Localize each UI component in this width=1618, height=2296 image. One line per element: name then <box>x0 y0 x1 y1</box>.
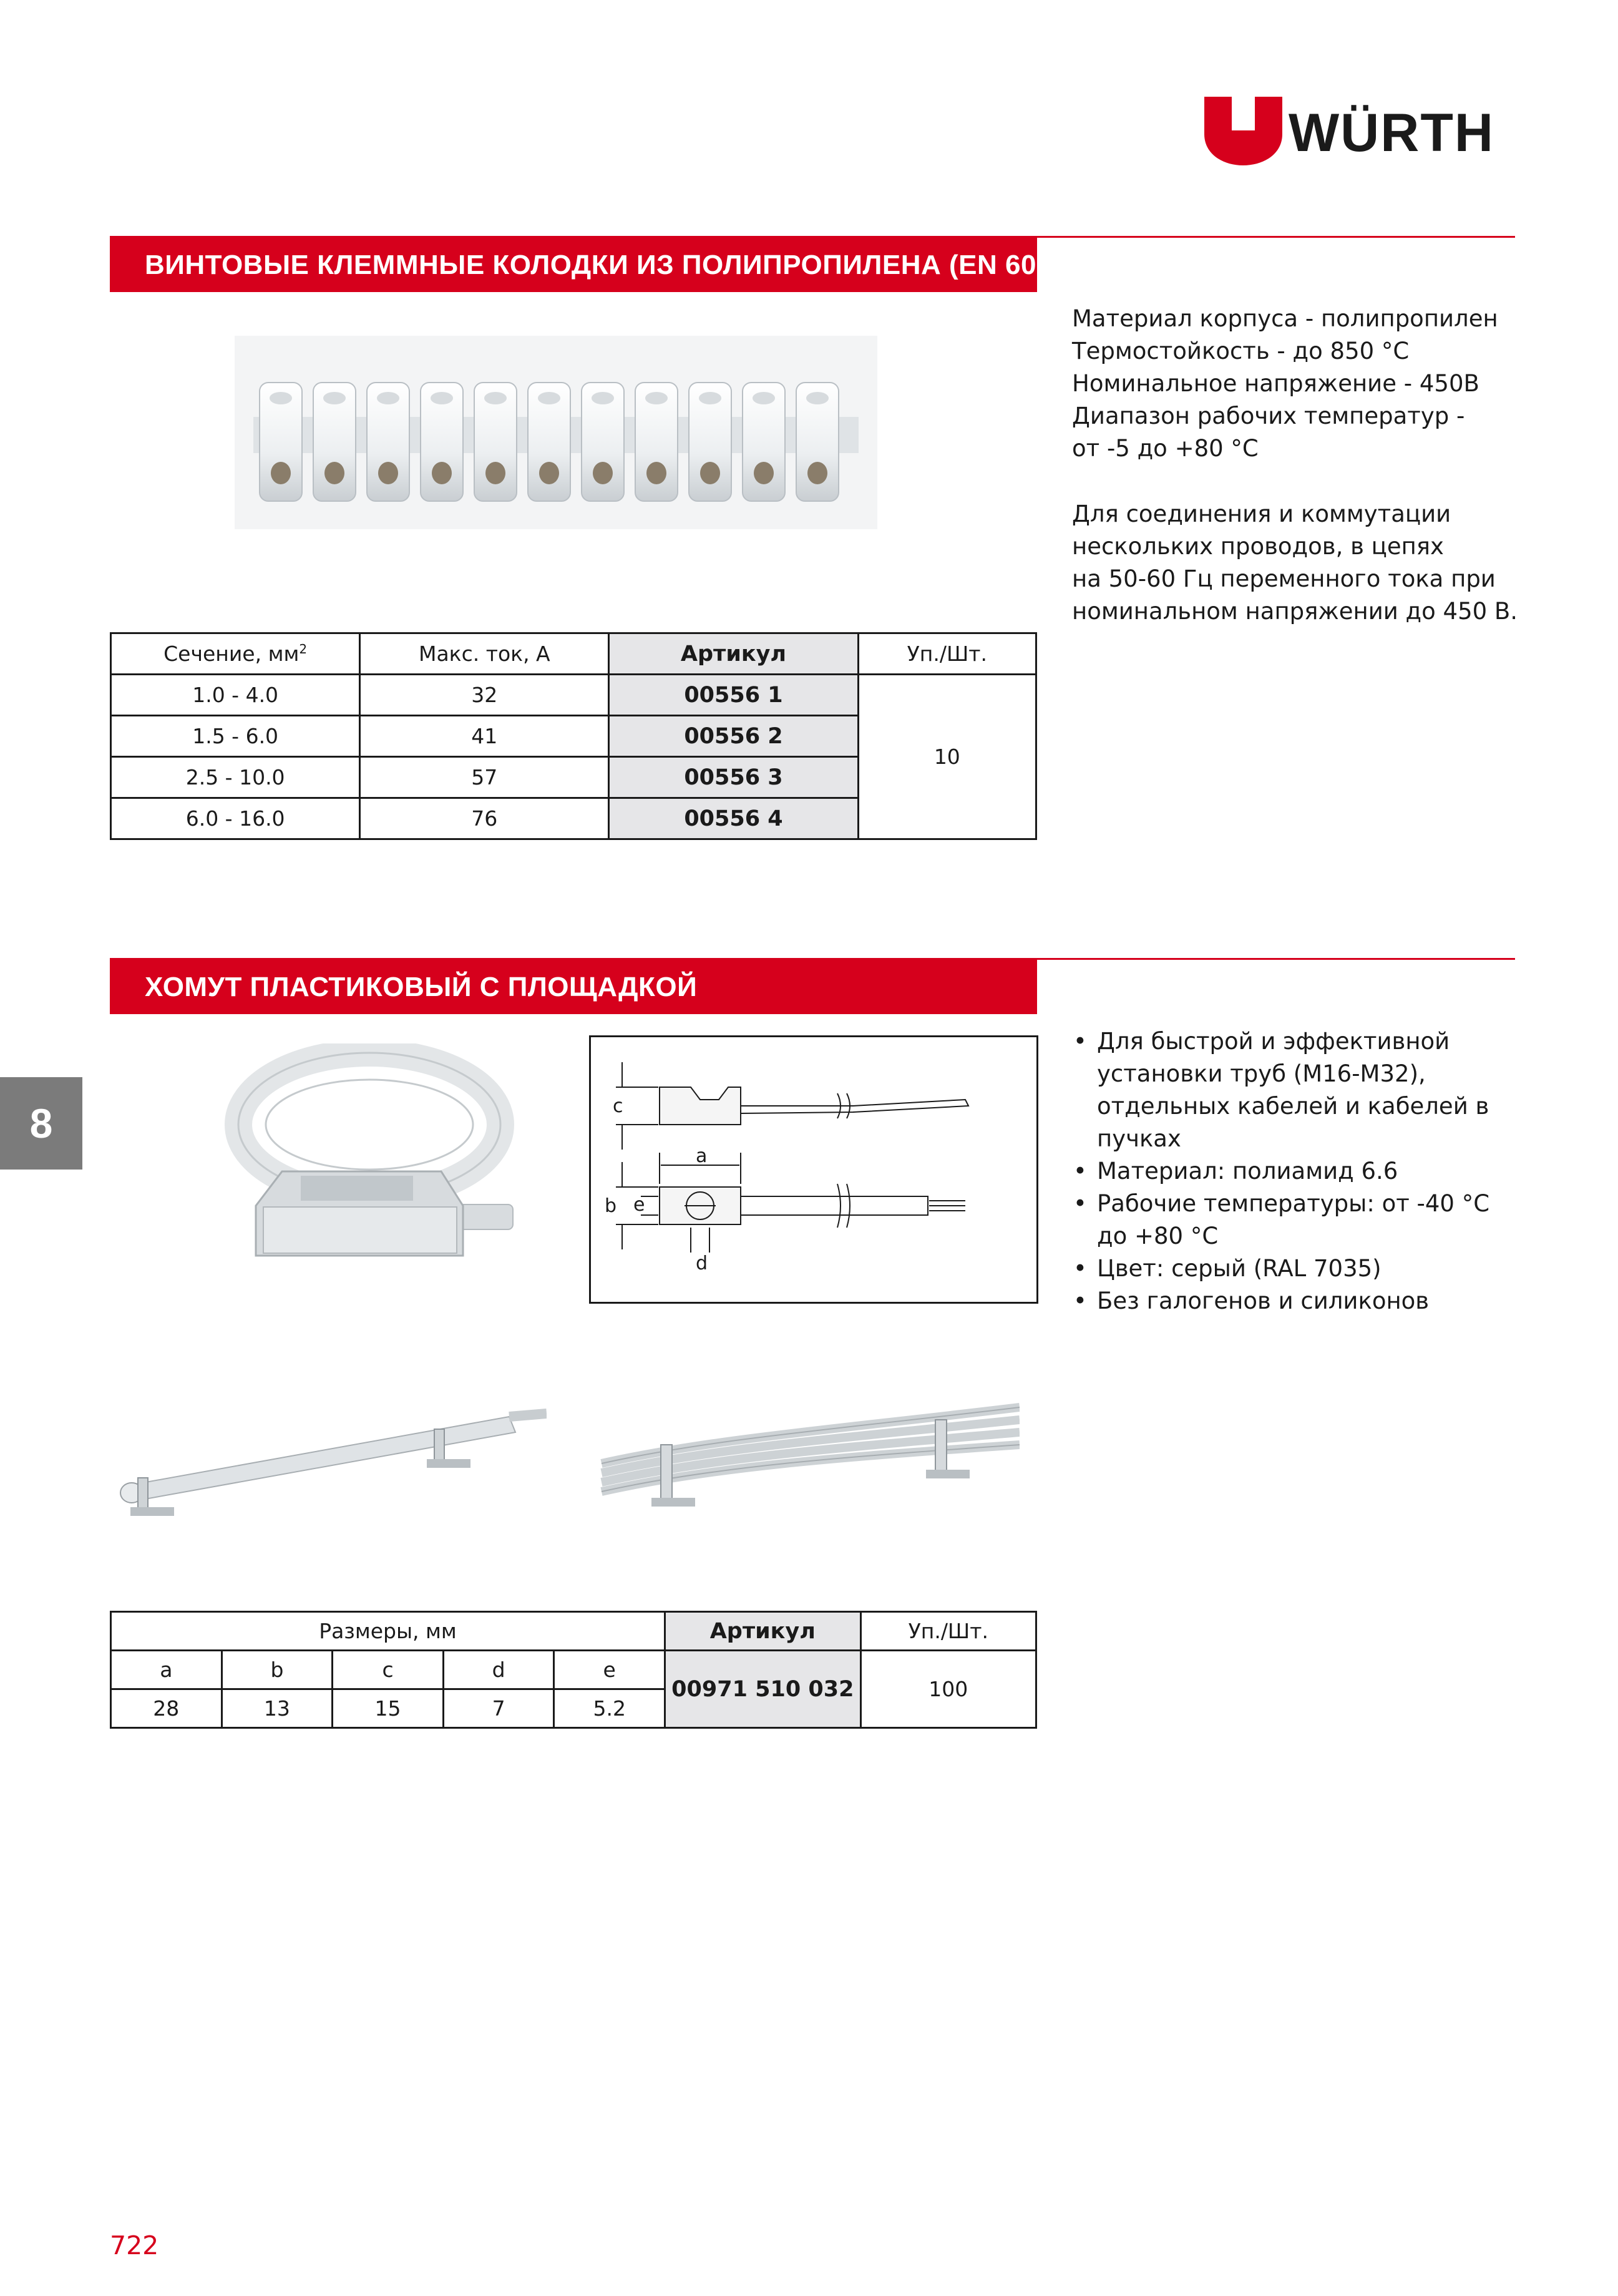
pipe-illustration <box>110 1379 547 1543</box>
cable-bundle-image <box>589 1370 1020 1543</box>
dimension-label-a: a <box>696 1145 708 1167</box>
dimension-label-c: c <box>613 1095 623 1117</box>
header-pack: Уп./Шт. <box>860 1612 1036 1651</box>
cell-article: 00556 1 <box>609 675 858 716</box>
section2-features <box>1072 1025 1489 1317</box>
table-row <box>111 675 1036 716</box>
cell-section: 1.5 - 6.0 <box>111 716 360 757</box>
terminal-block-illustration <box>235 336 877 529</box>
description-line: на 50-60 Гц переменного тока при <box>1072 565 1496 592</box>
cell-current: 57 <box>360 757 609 798</box>
table-row <box>111 1651 1036 1689</box>
header-pack: Уп./Шт. <box>858 633 1036 675</box>
section1-header <box>110 236 1093 292</box>
cable-bundle-illustration <box>589 1370 1020 1543</box>
header-dims: Размеры, мм <box>111 1612 665 1651</box>
cell-pack: 100 <box>860 1651 1036 1728</box>
page-number: 722 <box>110 2230 159 2260</box>
section1-rule <box>1037 236 1515 238</box>
section1-description <box>1072 498 1518 628</box>
wurth-logo-mark-icon <box>1204 97 1282 165</box>
chapter-tab: 8 <box>0 1077 82 1170</box>
header-current: Макс. ток, А <box>360 633 609 675</box>
table-header-row <box>111 633 1036 675</box>
dim-value-b: 13 <box>222 1689 333 1728</box>
clamp-table <box>110 1611 1037 1729</box>
cell-section: 1.0 - 4.0 <box>111 675 360 716</box>
dim-label-a: a <box>111 1651 222 1689</box>
dim-value-e: 5.2 <box>554 1689 665 1728</box>
cell-current: 32 <box>360 675 609 716</box>
description-line: Для соединения и коммутации <box>1072 501 1451 527</box>
spec-line: от -5 до +80 °C <box>1072 435 1259 462</box>
dim-value-d: 7 <box>443 1689 554 1728</box>
description-line: номинальном напряжении до 450 В. <box>1072 598 1518 625</box>
dimension-label-d: d <box>696 1253 708 1274</box>
dim-label-c: c <box>333 1651 444 1689</box>
header-section: Сечение, $мм^2$ <box>111 633 360 675</box>
dimension-drawing <box>591 1037 1036 1302</box>
spec-line: Материал корпуса - полипропилен <box>1072 305 1498 332</box>
clamp-dimension-diagram <box>589 1035 1038 1304</box>
clamp-illustration <box>188 1043 543 1299</box>
header-article: Артикул <box>665 1612 861 1651</box>
pipe-application-image <box>110 1379 547 1543</box>
terminal-block-image <box>235 336 877 529</box>
clamp-image <box>188 1043 543 1299</box>
cell-pack: 10 <box>858 675 1036 839</box>
cell-article: 00971 510 032 <box>665 1651 861 1728</box>
section2-title: ХОМУТ ПЛАСТИКОВЫЙ С ПЛОЩАДКОЙ <box>145 972 698 1002</box>
cell-article: 00556 2 <box>609 716 858 757</box>
description-line: нескольких проводов, в цепях <box>1072 533 1444 560</box>
section2-rule <box>1037 958 1515 960</box>
cell-current: 76 <box>360 798 609 839</box>
dim-label-b: b <box>222 1651 333 1689</box>
dim-label-d: d <box>443 1651 554 1689</box>
spec-line: Термостойкость - до 850 °C <box>1072 338 1410 364</box>
table-header-row <box>111 1612 1036 1651</box>
section1-specs <box>1072 303 1498 465</box>
spec-line: Номинальное напряжение - 450В <box>1072 370 1479 397</box>
feature-item: • Без галогенов и силиконов <box>1072 1285 1489 1317</box>
feature-item: • Материал: полиамид 6.6 <box>1072 1155 1489 1188</box>
wurth-logo <box>1204 97 1523 165</box>
feature-item: • Для быстрой и эффективной установки труб (M16-M32), отдельных кабелей и кабелей в пучках <box>1072 1025 1489 1155</box>
cell-section: 6.0 - 16.0 <box>111 798 360 839</box>
dim-value-a: 28 <box>111 1689 222 1728</box>
section1-title: ВИНТОВЫЕ КЛЕММНЫЕ КОЛОДКИ ИЗ ПОЛИПРОПИЛЕНА (EN 60998) <box>145 250 1093 280</box>
header-article: Артикул <box>609 633 858 675</box>
cell-current: 41 <box>360 716 609 757</box>
section2-header <box>110 958 1037 1014</box>
feature-item: • Рабочие температуры: от -40 °C до +80 °C <box>1072 1188 1489 1253</box>
dim-label-e: e <box>554 1651 665 1689</box>
spec-line: Диапазон рабочих температур - <box>1072 403 1465 429</box>
feature-item: • Цвет: серый (RAL 7035) <box>1072 1253 1489 1285</box>
dim-value-c: 15 <box>333 1689 444 1728</box>
dimension-label-e: e <box>633 1194 645 1216</box>
dimension-label-b: b <box>605 1195 617 1217</box>
logo-wordmark: WÜRTH <box>1289 103 1495 163</box>
cell-article: 00556 3 <box>609 757 858 798</box>
terminal-block-table <box>110 632 1037 840</box>
cell-section: 2.5 - 10.0 <box>111 757 360 798</box>
cell-article: 00556 4 <box>609 798 858 839</box>
